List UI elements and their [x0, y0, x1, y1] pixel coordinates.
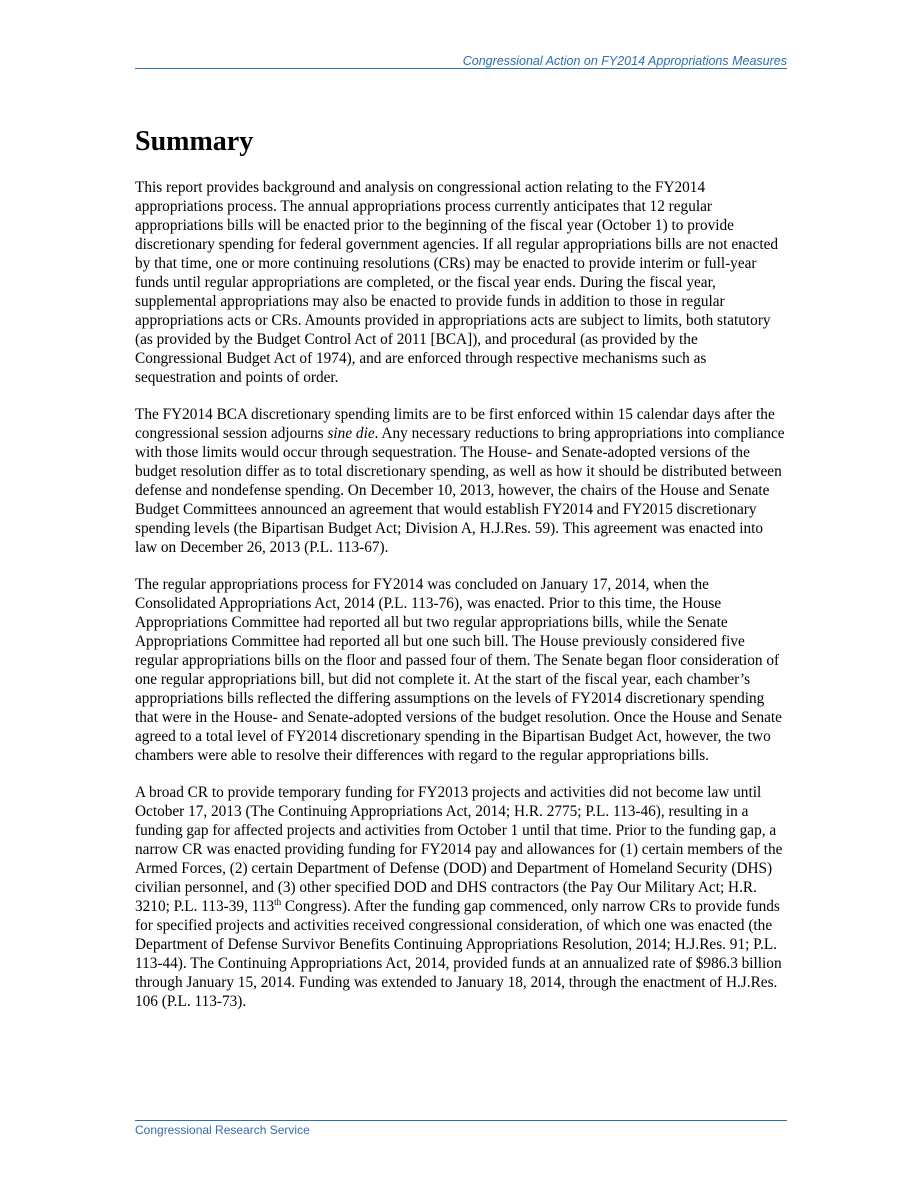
summary-body [135, 178, 787, 1029]
paragraph-4-text-end: Congress). After the funding gap commenced, only narrow CRs to provide funds for specified projects and activities received congressional consideration, of which one was enacted (the Department of Defense Survivor Benefits Continuing Appropriations Resolution, 2014; H.J.Res. 91; P.L. 113-44). The Continuing Appropriations Act, 2014, provided funds at an annualized rate of $986.3 billion through January 15, 2014. Funding was extended to January 18, 2014, through the enactment of H.J.Res. 106 (P.L. 113-73). [135, 898, 782, 1010]
footer-organization: Congressional Research Service [135, 1123, 310, 1137]
footer-divider [135, 1120, 787, 1121]
paragraph-2-text-end: . Any necessary reductions to bring appropriations into compliance with those limits would occur through sequestration. The House- and Senate-adopted versions of the budget resolution differ as to total discretionary spending, as well as how it should be distributed between defense and nondefense spending. On December 10, 2013, however, the chairs of the House and Senate Budget Committees announced an agreement that would establish FY2014 and FY2015 discretionary spending levels (the Bipartisan Budget Act; Division A, H.J.Res. 59). This agreement was enacted into law on December 26, 2013 (P.L. 113-67). [135, 425, 785, 556]
paragraph-1-text: This report provides background and analysis on congressional action relating to the FY2014 appropriations process. The annual appropriations process currently anticipates that 12 regular appropriations bills will be enacted prior to the beginning of the fiscal year (October 1) to provide discretionary spending for federal government agencies. If all regular appropriations bills are not enacted by that time, one or more continuing resolutions (CRs) may be enacted to provide interim or full-year funds until regular appropriations are completed, or the fiscal year ends. During the fiscal year, supplemental appropriations may also be enacted to provide funds in addition to those in regular appropriations acts or CRs. Amounts provided in appropriations acts are subject to limits, both statutory (as provided by the Budget Control Act of 2011 [BCA]), and procedural (as provided by the Congressional Budget Act of 1974), and are enforced through respective mechanisms such as sequestration and points of order. [135, 179, 779, 386]
header-divider [135, 68, 787, 69]
running-header: Congressional Action on FY2014 Appropriations Measures [462, 54, 787, 68]
paragraph-4-text-start: A broad CR to provide temporary funding for FY2013 projects and activities did not become law until October 17, 2013 (The Continuing Appropriations Act, 2014; H.R. 2775; P.L. 113-46), resulting in a funding gap for affected projects and activities from October 1 until that time. Prior to the funding gap, a narrow CR was enacted providing funding for FY2014 pay and allowances for (1) certain members of the Armed Forces, (2) certain Department of Defense (DOD) and Department of Homeland Security (DHS) civilian personnel, and (3) other specified DOD and DHS contractors (the Pay Our Military Act; H.R. 3210; P.L. 113-39, 113 [135, 784, 783, 915]
paragraph-1 [135, 178, 787, 387]
page-title: Summary [135, 126, 254, 157]
paragraph-4-superscript: th [274, 896, 282, 907]
paragraph-2 [135, 405, 787, 557]
paragraph-2-text-start: The FY2014 BCA discretionary spending limits are to be first enforced within 15 calendar days after the congressional session adjourns [135, 406, 775, 442]
paragraph-3 [135, 575, 787, 765]
paragraph-2-italic-term: sine die [327, 425, 375, 442]
paragraph-4 [135, 783, 787, 1011]
paragraph-3-text: The regular appropriations process for FY2014 was concluded on January 17, 2014, when the Consolidated Appropriations Act, 2014 (P.L. 113-76), was enacted. Prior to this time, the House Appropriations Committee had reported all but two regular appropriations bills, while the Senate Appropriations Committee had reported all but one such bill. The House previously considered five regular appropriations bills on the floor and passed four of them. The Senate began floor consideration of one regular appropriations bill, but did not complete it. At the start of the fiscal year, each chamber’s appropriations bills reflected the differing assumptions on the levels of FY2014 discretionary spending that were in the House- and Senate-adopted versions of the budget resolution. Once the House and Senate agreed to a total level of FY2014 discretionary spending in the Bipartisan Budget Act, however, the two chambers were able to resolve their differences with regard to the regular appropriations bills. [135, 576, 782, 764]
